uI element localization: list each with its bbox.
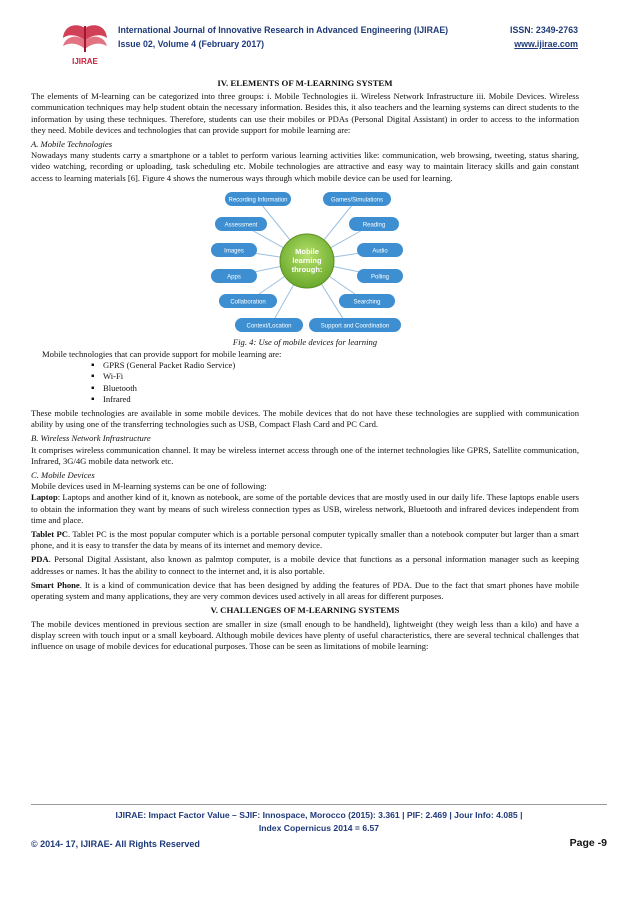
journal-title: International Journal of Innovative Research in Advanced Engineering (IJIRAE)	[118, 25, 449, 35]
smartphone-text: . It is a kind of communication device that has been designed by adding the features of PDA. Due to the fact that smart phones have mobile operating system and many applications, they are very common devices used actively in all areas for different purposes.	[31, 579, 579, 602]
issn: ISSN: 2349-2763	[510, 25, 578, 35]
journal-logo	[60, 22, 110, 70]
mobile-technologies-list	[91, 360, 579, 405]
pda-term: PDA	[31, 554, 49, 565]
subsection-b-heading: B. Wireless Network Infrastructure	[31, 433, 151, 444]
article-body	[31, 78, 579, 655]
copyright: © 2014- 17, IJIRAE- All Rights Reserved	[31, 839, 200, 849]
label-left-1: Assessment	[224, 222, 258, 229]
list-intro: Mobile technologies that can provide support for mobile learning are:	[42, 349, 282, 360]
after-list-paragraph: These mobile technologies are available in some mobile devices. The mobile devices that do not have these technologies are supplied with communication ability by using one of the transferring technologies such as USB, Compact Flash Card and PC Card.	[31, 408, 579, 430]
label-left-3: Apps	[227, 274, 241, 281]
footer-impact-line: IJIRAE: Impact Factor Value – SJIF: Innospace, Morocco (2015): 3.361 | PIF: 2.469 | Jour Info: 4.085 |	[115, 810, 523, 820]
label-bottom-right: Support and Coordination	[320, 323, 390, 330]
smartphone-term: Smart Phone	[31, 579, 80, 590]
section-4-intro: The elements of M-learning can be categorized into three groups: i. Mobile Technologies ii. Wireless Network Infrastructure iii. Mobile Devices. Wireless communication techniques may help student obtain the necessary information. Besides this, it also teachers and the learning systems can direct students to the information by using these techniques. Therefore, students can use their mobiles or PDAs (Personal Digital Assistant) in order to access to the information they need. Mobile devices and technologies that can provide support for mobile learning are:	[31, 91, 579, 135]
figure-4-caption: Fig. 4: Use of mobile devices for learning	[232, 336, 378, 347]
journal-url-link[interactable]: www.ijirae.com	[514, 39, 578, 49]
smartphone-paragraph	[31, 580, 579, 602]
label-left-4: Collaboration	[230, 299, 266, 306]
journal-header	[60, 22, 580, 72]
label-right-3: Polling	[370, 274, 390, 281]
footer-divider	[31, 804, 607, 805]
page-number: Page -9	[569, 837, 607, 849]
issue-info: Issue 02, Volume 4 (February 2017)	[118, 39, 265, 49]
tablet-term: Tablet PC	[31, 529, 68, 540]
label-top-right: Games/Simulations	[330, 197, 384, 204]
center-label-1: Mobile	[295, 246, 319, 256]
laptop-term: Laptop	[31, 492, 58, 503]
section-5-heading: V. CHALLENGES OF M-LEARNING SYSTEMS	[210, 605, 400, 616]
header-line-1	[118, 25, 578, 35]
section-5-text: The mobile devices mentioned in previous section are smaller in size (small enough to be handheld), lightweight (they weigh less than a kilo) and have a display screen with touch input or a small keyboard. Although mobile devices have plenty of useful characteristics, there are several technical challenges that influence on usage of mobile devices for educational purposes. Those can be seen as limitations of mobile learning:	[31, 618, 579, 651]
label-right-1: Reading	[362, 222, 386, 229]
label-right-4: Searching	[353, 299, 381, 306]
subsection-a-text: Nowadays many students carry a smartphone or a tablet to perform various learning activities like: communication, web browsing, tweeting, status sharing, video watching, recording or uploading, task scheduling etc. Mobile technologies are attractive and easy way to maintain literacy skills and gain constant access to learning materials [6]. Figure 4 shows the numerous ways through which mobile device can be used for learning.	[31, 150, 579, 183]
list-item: ▪ Bluetooth	[91, 383, 579, 394]
label-right-2: Audio	[372, 248, 388, 255]
list-item: ▪ Infrared	[91, 394, 579, 405]
label-left-2: Images	[224, 248, 244, 255]
subsection-b-text: It comprises wireless communication channel. It may be wireless internet access through one of the internet technologies like GPRS, Satellite communication, Infrared, 3G/4G mobile data network etc.	[31, 444, 579, 466]
header-line-2	[118, 39, 578, 49]
list-item: ▪ GPRS (General Packet Radio Service)	[91, 360, 579, 371]
tablet-paragraph	[31, 529, 579, 551]
logo-text: IJIRAE	[72, 57, 98, 66]
subsection-a-heading: A. Mobile Technologies	[31, 139, 113, 150]
list-item: ▪ Wi-Fi	[91, 371, 579, 382]
footer-index-line: Index Copernicus 2014 = 6.57	[258, 823, 380, 833]
pda-paragraph	[31, 554, 579, 576]
label-top-left: Recording Information	[228, 197, 288, 204]
tablet-text: . Tablet PC is the most popular computer which is a portable personal computer typically smaller than a notebook computer but larger than a smart phone, and it is easy to transfer the data by means of its internet and memory device.	[31, 529, 580, 551]
figure-4	[31, 187, 579, 335]
subsection-c-text: Mobile devices used in M-learning systems can be one of following:	[31, 481, 267, 492]
center-label-2: learning	[292, 255, 322, 265]
mobile-learning-diagram	[209, 187, 405, 335]
laptop-text: : Laptops and another kind of it, known as notebook, are some of the portable devices that are mostly used in our daily life. These laptops enable users to obtain the information they want by means of such wireless connection types as USB, wireless network, Bluetooth and infrared devices independent from time and place.	[31, 492, 579, 525]
pda-text: . Personal Digital Assistant, also known as palmtop computer, is a mobile device that functions as a personal information manager such as keeping addresses or names. It has the ability to connect to the internet and, it is also portable.	[31, 554, 579, 576]
label-bottom-left: Context/Location	[246, 323, 292, 330]
laptop-paragraph	[31, 492, 579, 526]
section-4-heading: IV. ELEMENTS OF M-LEARNING SYSTEM	[217, 78, 393, 88]
center-label-3: through:	[291, 264, 323, 274]
subsection-c-heading: C. Mobile Devices	[31, 470, 95, 481]
